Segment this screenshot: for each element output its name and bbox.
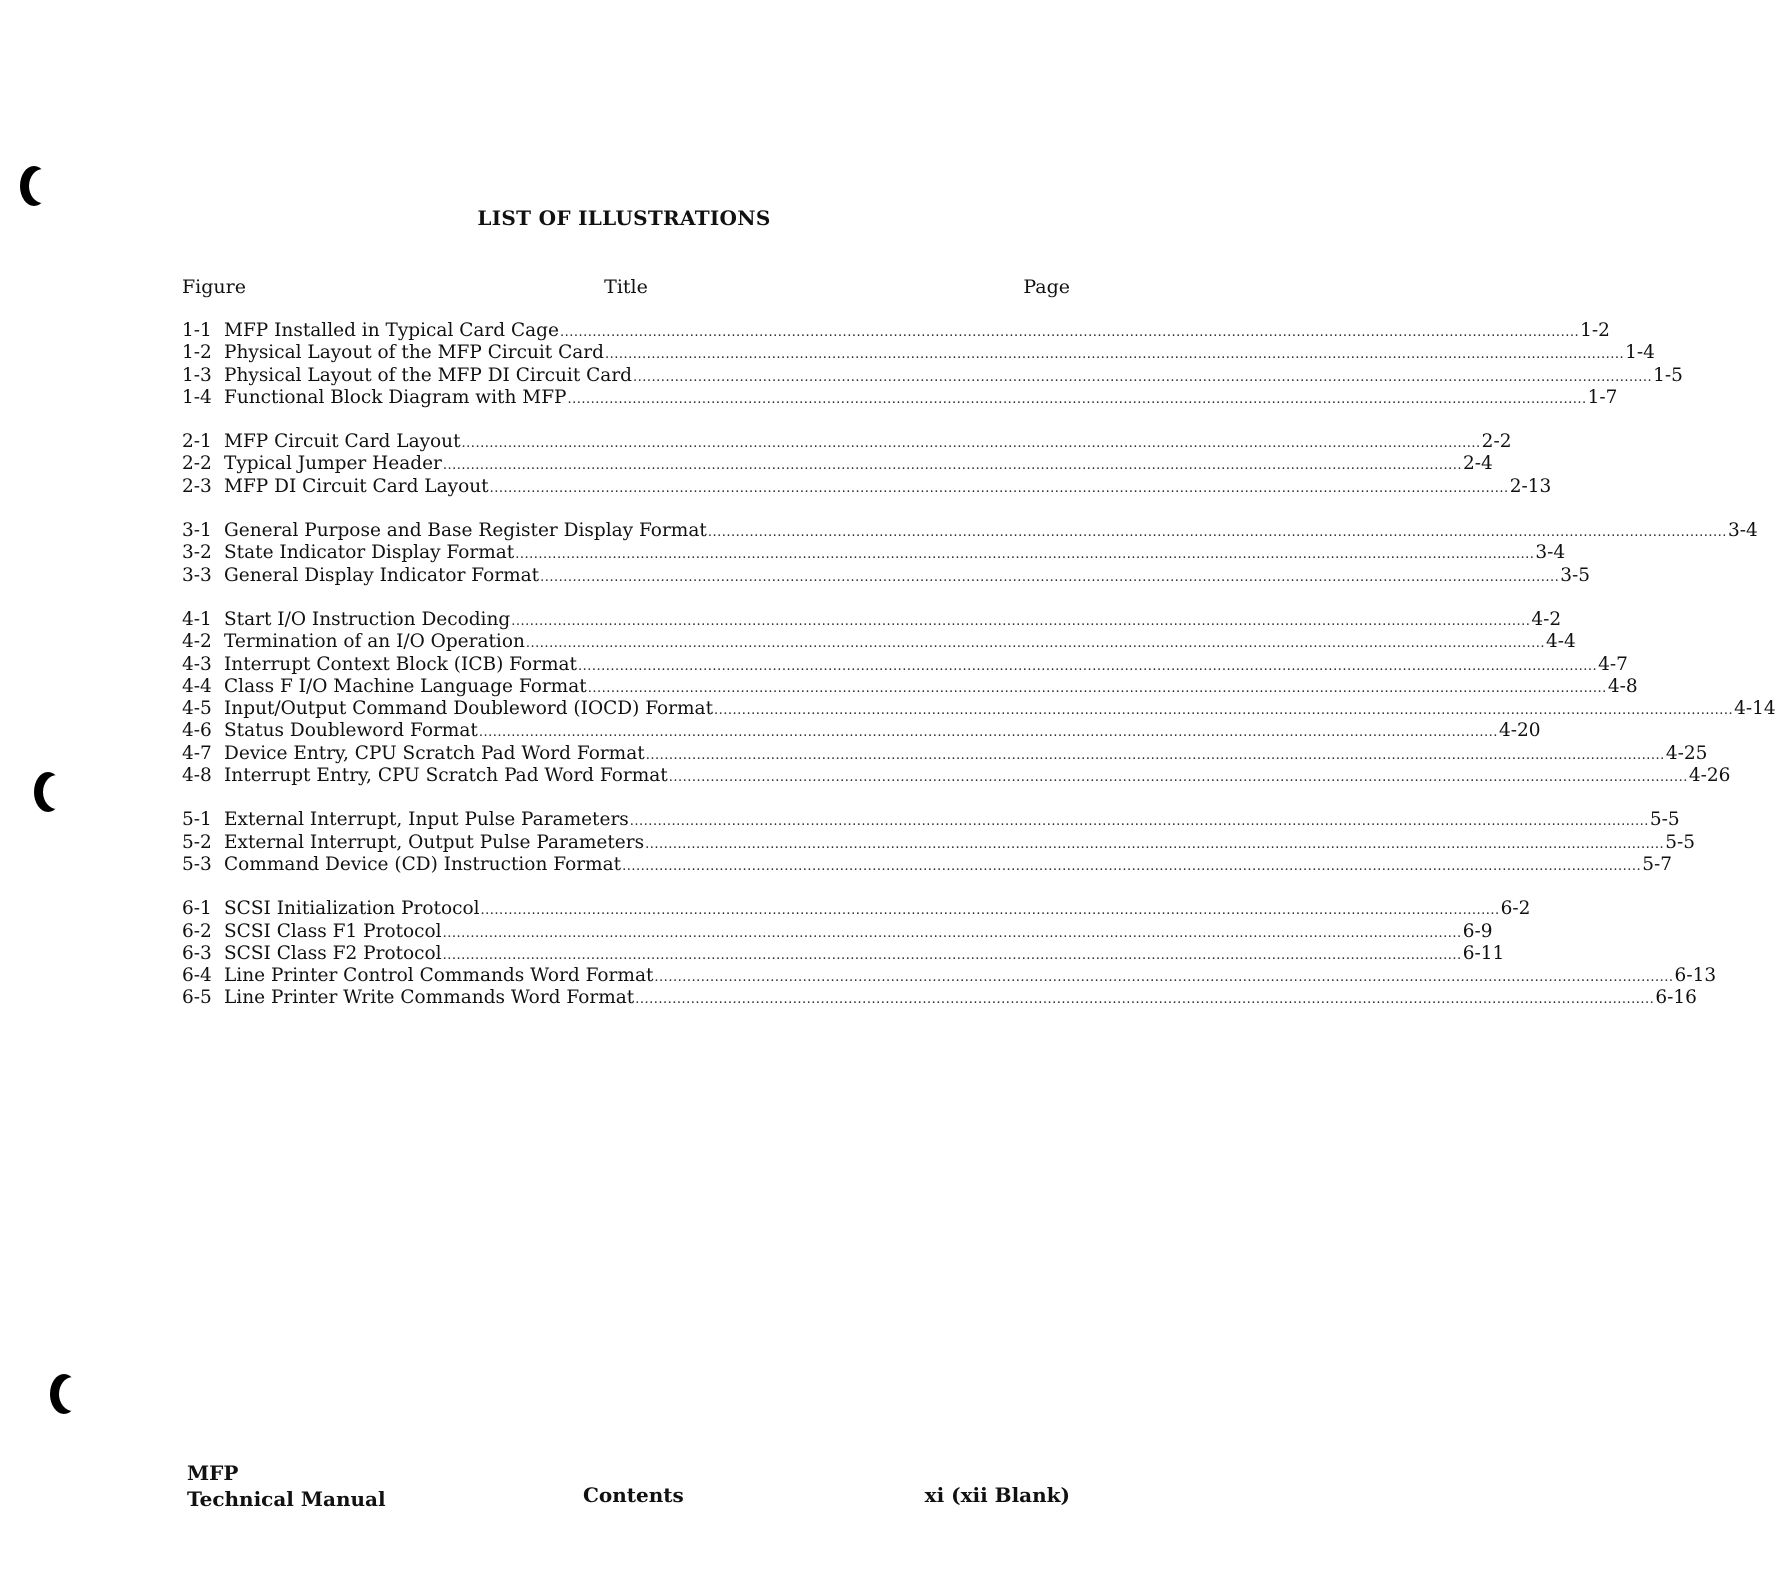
figure-number: 1-1 [182, 320, 212, 341]
figure-page: 2-4 [1463, 453, 1493, 475]
figure-number: 4-7 [182, 742, 212, 764]
footer-line-1: MFP [187, 1461, 239, 1485]
figure-title: MFP DI Circuit Card Layout [224, 475, 489, 497]
dot-leader: ............................................................................................................................................................................................................................ [442, 925, 1462, 941]
figure-page: 4-2 [1531, 608, 1562, 630]
binder-hole-top [20, 166, 48, 206]
toc-entry [182, 453, 1493, 475]
toc-entry [182, 898, 1531, 920]
illustrations-list [182, 320, 1776, 1032]
figure-number: 4-2 [182, 631, 212, 653]
figure-page: 5-7 [1642, 853, 1672, 875]
dot-leader: ............................................................................................................................................................................................................................ [654, 970, 1674, 986]
figure-title: General Display Indicator Format [224, 564, 540, 586]
dot-leader: ............................................................................................................................................................................................................................ [714, 703, 1734, 719]
figure-page: 4-4 [1546, 631, 1576, 653]
toc-entry [182, 564, 1591, 587]
figure-number: 4-6 [182, 720, 212, 742]
toc-entry [182, 765, 1731, 787]
figure-page: 5-5 [1649, 809, 1680, 831]
dot-leader: ............................................................................................................................................................................................................................ [622, 858, 1642, 874]
dot-leader: ............................................................................................................................................................................................................................ [559, 325, 1580, 340]
toc-entry [182, 475, 1552, 498]
toc-entry [182, 520, 1758, 542]
figure-number: 1-3 [182, 364, 212, 386]
footer-page-number: xi (xii Blank) [924, 1483, 1070, 1507]
dot-leader: ............................................................................................................................................................................................................................ [587, 680, 1607, 696]
figure-number: 2-3 [182, 475, 212, 497]
toc-entry [182, 920, 1493, 943]
figure-number: 4-8 [182, 765, 212, 787]
figure-number: 6-3 [182, 942, 212, 964]
figure-title: Interrupt Context Block (ICB) Format [224, 653, 577, 675]
figure-number: 4-1 [182, 608, 212, 630]
figure-group [182, 608, 1776, 787]
page-column-header: Page [1023, 276, 1070, 298]
figure-number: 4-3 [182, 653, 212, 675]
toc-entry [182, 608, 1562, 631]
dot-leader: ............................................................................................................................................................................................................................ [511, 613, 1531, 629]
figure-title: External Interrupt, Input Pulse Parameters [224, 809, 629, 831]
figure-title: Start I/O Instruction Decoding [224, 608, 511, 630]
figure-title: SCSI Initialization Protocol [224, 898, 480, 920]
dot-leader: ............................................................................................................................................................................................................................ [442, 458, 1462, 474]
figure-number: 4-4 [182, 675, 212, 697]
figure-number: 3-2 [182, 542, 212, 564]
figure-page: 2-13 [1509, 475, 1552, 497]
toc-entry [182, 698, 1776, 720]
toc-entry [182, 965, 1717, 987]
figure-title: Physical Layout of the MFP Circuit Card [224, 342, 604, 364]
toc-entry [182, 809, 1680, 831]
figure-number: 6-4 [182, 965, 212, 987]
toc-entry [182, 720, 1541, 742]
toc-entry [182, 742, 1708, 765]
toc-entry [182, 386, 1618, 409]
figure-number: 2-2 [182, 453, 212, 475]
figure-group [182, 898, 1717, 1009]
figure-number: 6-1 [182, 898, 212, 920]
figure-number: 1-2 [182, 342, 212, 364]
figure-title: Interrupt Entry, CPU Scratch Pad Word Format [224, 765, 668, 787]
figure-title: External Interrupt, Output Pulse Parameters [224, 831, 645, 853]
dot-leader: ............................................................................................................................................................................................................................ [707, 525, 1727, 541]
figure-page: 4-20 [1498, 720, 1541, 742]
toc-entry [182, 364, 1683, 387]
dot-leader: ............................................................................................................................................................................................................................ [567, 391, 1587, 407]
footer-section: Contents [583, 1483, 684, 1507]
figure-group [182, 320, 1683, 409]
figure-page: 3-4 [1535, 542, 1566, 564]
footer-line-2: Technical Manual [187, 1487, 386, 1511]
figure-title: State Indicator Display Format [224, 542, 515, 564]
figure-title: Command Device (CD) Instruction Format [224, 853, 622, 875]
figure-group [182, 520, 1758, 587]
dot-leader: ............................................................................................................................................................................................................................ [540, 569, 1560, 585]
dot-leader: ............................................................................................................................................................................................................................ [461, 436, 1481, 452]
dot-leader: ............................................................................................................................................................................................................................ [633, 369, 1653, 385]
toc-entry [182, 675, 1638, 698]
figure-number: 5-3 [182, 853, 212, 875]
dot-leader: ............................................................................................................................................................................................................................ [645, 836, 1665, 852]
figure-title: Device Entry, CPU Scratch Pad Word Format [224, 742, 645, 764]
figure-page: 3-4 [1727, 520, 1758, 542]
figure-number: 5-2 [182, 831, 212, 853]
dot-leader: ............................................................................................................................................................................................................................ [489, 480, 1509, 496]
title-column-header: Title [604, 276, 648, 298]
toc-entry [182, 653, 1628, 676]
figure-number: 5-1 [182, 809, 212, 831]
figure-title: Input/Output Command Doubleword (IOCD) Format [224, 698, 714, 720]
figure-title: Functional Block Diagram with MFP [224, 386, 567, 408]
figure-title: MFP Circuit Card Layout [224, 431, 461, 453]
figure-page: 4-14 [1734, 698, 1776, 720]
figure-title: General Purpose and Base Register Display Format [224, 520, 707, 542]
figure-title: Line Printer Control Commands Word Format [224, 965, 654, 987]
figure-number: 3-3 [182, 564, 212, 586]
toc-entry [182, 320, 1610, 342]
figure-title: Status Doubleword Format [224, 720, 478, 742]
dot-leader: ............................................................................................................................................................................................................................ [645, 747, 1665, 763]
figure-page: 4-7 [1598, 653, 1628, 675]
dot-leader: ............................................................................................................................................................................................................................ [478, 725, 1498, 741]
figure-page: 6-13 [1674, 965, 1717, 987]
dot-leader: ............................................................................................................................................................................................................................ [629, 814, 1649, 830]
toc-entry [182, 987, 1697, 1009]
figure-page: 4-8 [1607, 675, 1638, 697]
figure-number: 1-4 [182, 386, 212, 408]
toc-entry [182, 942, 1505, 965]
toc-entry [182, 631, 1576, 653]
dot-leader: ............................................................................................................................................................................................................................ [442, 947, 1462, 963]
figure-group [182, 431, 1552, 498]
dot-leader: ............................................................................................................................................................................................................................ [515, 547, 1535, 563]
dot-leader: ............................................................................................................................................................................................................................ [668, 770, 1688, 786]
figure-page: 1-4 [1625, 342, 1655, 364]
figure-title: Typical Jumper Header [224, 453, 442, 475]
figure-page: 1-7 [1587, 386, 1618, 408]
binder-hole-middle [34, 772, 62, 812]
dot-leader: ............................................................................................................................................................................................................................ [480, 903, 1500, 919]
figure-page: 6-9 [1462, 920, 1493, 942]
figure-number: 3-1 [182, 520, 212, 542]
dot-leader: ............................................................................................................................................................................................................................ [578, 658, 1598, 674]
figure-title: SCSI Class F1 Protocol [224, 920, 442, 942]
figure-number: 2-1 [182, 431, 212, 453]
binder-hole-bottom [50, 1374, 78, 1414]
toc-entry [182, 853, 1672, 876]
toc-entry [182, 342, 1655, 364]
figure-page: 2-2 [1481, 431, 1512, 453]
dot-leader: ............................................................................................................................................................................................................................ [635, 992, 1655, 1008]
dot-leader: ............................................................................................................................................................................................................................ [605, 347, 1625, 363]
toc-entry [182, 431, 1512, 453]
figure-page: 4-25 [1665, 742, 1708, 764]
figure-column-header: Figure [182, 276, 246, 298]
figure-page: 1-5 [1653, 364, 1683, 386]
figure-title: Line Printer Write Commands Word Format [224, 987, 635, 1009]
figure-page: 1-2 [1580, 320, 1610, 341]
column-headers [182, 276, 1070, 300]
figure-title: Physical Layout of the MFP DI Circuit Card [224, 364, 633, 386]
figure-page: 6-16 [1655, 987, 1697, 1009]
figure-page: 4-26 [1688, 765, 1731, 787]
dot-leader: ............................................................................................................................................................................................................................ [525, 636, 1546, 652]
figure-title: MFP Installed in Typical Card Cage [224, 320, 559, 341]
figure-page: 6-2 [1500, 898, 1531, 920]
footer-manual-name [187, 1460, 386, 1512]
toc-entry [182, 831, 1695, 854]
figure-page: 5-5 [1665, 831, 1695, 853]
toc-entry [182, 542, 1566, 564]
figure-title: Class F I/O Machine Language Format [224, 675, 587, 697]
figure-number: 6-5 [182, 987, 212, 1009]
figure-page: 3-5 [1560, 564, 1591, 586]
figure-title: Termination of an I/O Operation [224, 631, 525, 653]
page-title: LIST OF ILLUSTRATIONS [477, 206, 771, 230]
figure-group [182, 809, 1695, 876]
figure-page: 6-11 [1462, 942, 1505, 964]
figure-title: SCSI Class F2 Protocol [224, 942, 442, 964]
figure-number: 6-2 [182, 920, 212, 942]
figure-number: 4-5 [182, 698, 212, 720]
